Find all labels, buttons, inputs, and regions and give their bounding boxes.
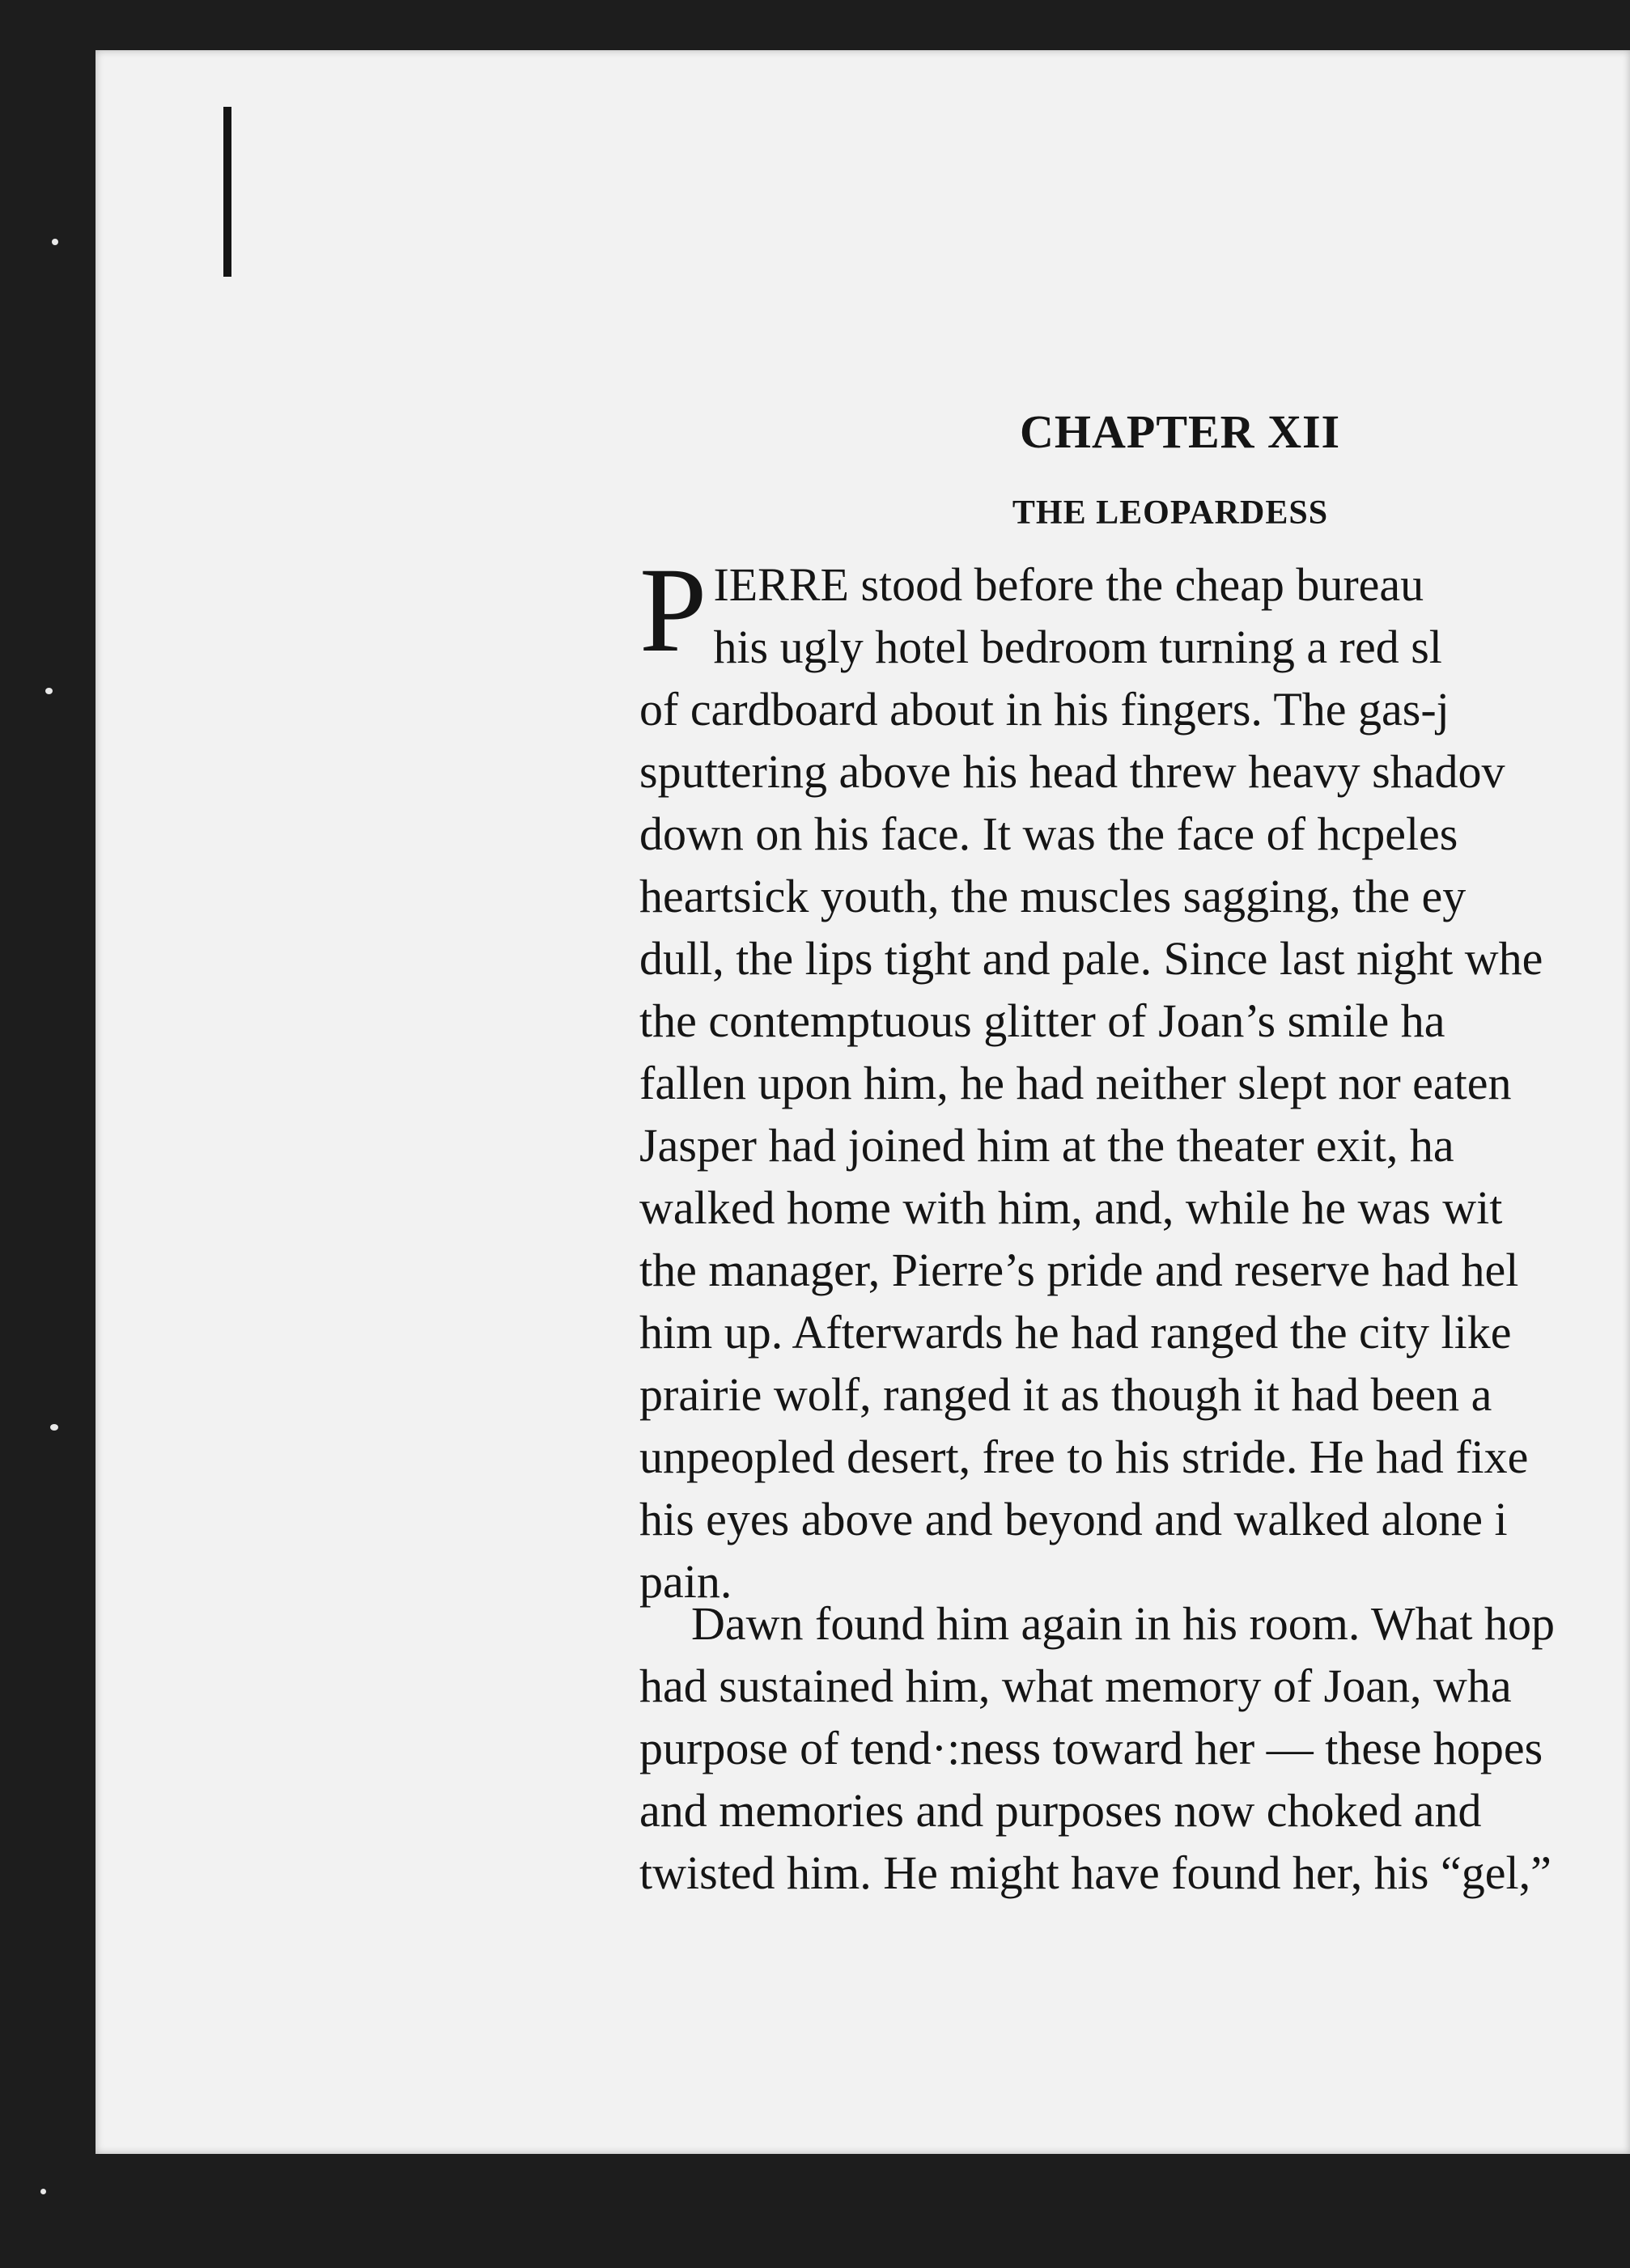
text-line: had sustained him, what memory of Joan, wha [639, 1660, 1512, 1712]
scan-speck [40, 2189, 46, 2194]
text-line: sputtering above his head threw heavy shadov [639, 745, 1505, 798]
binding-shadow [223, 107, 231, 277]
text-line: twisted him. He might have found her, his “gel,” [639, 1846, 1551, 1899]
scan-speck [50, 1424, 58, 1431]
scan-speck [52, 239, 58, 245]
text-line: the contemptuous glitter of Joan’s smile ha [639, 994, 1445, 1047]
text-line: and memories and purposes now choked and [639, 1784, 1482, 1837]
chapter-number: CHAPTER XII [1020, 405, 1341, 458]
text-line: his ugly hotel bedroom turning a red sl [713, 621, 1442, 673]
chapter-title: THE LEOPARDESS [1012, 494, 1329, 532]
text-line: dull, the lips tight and pale. Since last night whe [639, 932, 1543, 985]
scan-speck [45, 688, 53, 694]
text-line: Jasper had joined him at the theater exit, ha [639, 1119, 1454, 1172]
text-line: fallen upon him, he had neither slept nor eaten [639, 1057, 1512, 1109]
paragraph [639, 1592, 1630, 1904]
text-line: of cardboard about in his fingers. The gas-j [639, 683, 1450, 736]
drop-cap: P [639, 543, 707, 677]
text-line: purpose of tend·:ness toward her — these hopes [639, 1722, 1543, 1774]
paragraph [639, 543, 1630, 1613]
text-line: walked home with him, and, while he was wit [639, 1181, 1503, 1234]
text-line: IERRE stood before the cheap bureau [713, 558, 1424, 611]
text-line: prairie wolf, ranged it as though it had been a [639, 1368, 1492, 1421]
text-line: the manager, Pierre’s pride and reserve had hel [639, 1244, 1519, 1296]
text-line: down on his face. It was the face of hcpeles [639, 808, 1458, 860]
text-line: unpeopled desert, free to his stride. He had fixe [639, 1431, 1529, 1483]
text-line: pain. [639, 1555, 732, 1608]
text-line: heartsick youth, the muscles sagging, the ey [639, 870, 1467, 922]
text-line: him up. Afterwards he had ranged the city like [639, 1306, 1512, 1359]
text-line: his eyes above and beyond and walked alone i [639, 1493, 1508, 1545]
text-line: Dawn found him again in his room. What hop [691, 1597, 1555, 1650]
